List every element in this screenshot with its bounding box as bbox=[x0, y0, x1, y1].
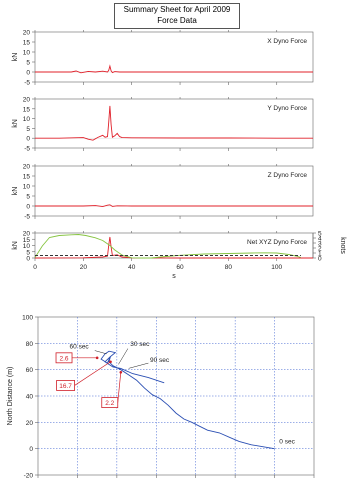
y-tick-label: 10 bbox=[22, 183, 30, 191]
track-plot bbox=[7, 315, 314, 480]
right-tick-label: 3 bbox=[318, 240, 322, 248]
y-tick-label: 20 bbox=[25, 419, 33, 427]
y-tick-label: 10 bbox=[22, 116, 30, 124]
y-tick-label: 0 bbox=[26, 203, 30, 211]
y-tick-label: 0 bbox=[26, 255, 30, 263]
annotation-60-sec: 60 sec bbox=[69, 343, 89, 351]
right-tick-label: 1 bbox=[318, 250, 322, 258]
summary-title: Summary Sheet for April 2009 bbox=[123, 5, 231, 14]
y-tick-label: 20 bbox=[22, 96, 30, 104]
y-tick-label: 10 bbox=[22, 243, 30, 250]
force-panel-net bbox=[12, 231, 346, 281]
y-tick-label: 20 bbox=[22, 230, 30, 238]
annotation-90-sec: 90 sec bbox=[149, 356, 170, 364]
y-axis-label: kN bbox=[12, 186, 19, 196]
y-tick-label: 5 bbox=[26, 59, 30, 67]
y-tick-label: 100 bbox=[22, 314, 33, 322]
x-tick-label: 40 bbox=[128, 264, 136, 271]
x-tick-label: 60 bbox=[176, 264, 184, 271]
y-tick-label: 15 bbox=[22, 106, 30, 114]
y-tick-label: -5 bbox=[24, 145, 30, 153]
right-tick-label: 0 bbox=[318, 255, 322, 263]
y-tick-label: 20 bbox=[22, 163, 30, 171]
panel-label: X Dyno Force bbox=[267, 38, 307, 45]
annotation-30-sec: 30 sec bbox=[130, 340, 150, 348]
x-axis-label: s bbox=[172, 273, 176, 280]
y-axis-label: kN bbox=[12, 241, 19, 250]
summary-subtitle: Force Data bbox=[157, 16, 197, 25]
y-axis-label: kN bbox=[12, 119, 19, 128]
y-tick-label: -5 bbox=[24, 213, 30, 221]
y-tick-label: 5 bbox=[26, 249, 30, 257]
x-tick-label: 100 bbox=[271, 264, 283, 271]
y-tick-label: 15 bbox=[22, 39, 30, 47]
y-tick-label: 10 bbox=[22, 49, 30, 57]
right-tick-label: 2 bbox=[318, 245, 322, 253]
value-2-2-arrow-head bbox=[120, 371, 123, 374]
track-panel bbox=[7, 315, 314, 480]
y-tick-label: 80 bbox=[25, 340, 33, 348]
y-tick-label: 5 bbox=[26, 193, 30, 201]
value-16-7-label: 16.7 bbox=[59, 382, 72, 390]
right-tick-label: 4 bbox=[318, 235, 322, 243]
annotation-0-sec: 0 sec bbox=[279, 438, 295, 446]
panel-label: Z Dyno Force bbox=[267, 172, 307, 179]
value-16-7-arrow-head bbox=[109, 360, 112, 363]
y-tick-label: 15 bbox=[22, 236, 30, 244]
x-tick-label: 0 bbox=[33, 264, 37, 271]
panel-label: Net XYZ Dyno Force bbox=[247, 239, 307, 246]
y-tick-label: 15 bbox=[22, 173, 30, 181]
value-2-6-arrow-head bbox=[96, 357, 99, 360]
right-axis-label: knots bbox=[339, 237, 346, 254]
force-panel-z bbox=[12, 164, 313, 221]
y-tick-label: 60 bbox=[25, 367, 33, 375]
y-tick-label: 40 bbox=[25, 393, 33, 401]
y-axis-label: kN bbox=[12, 52, 19, 62]
y-tick-label: -5 bbox=[24, 79, 30, 87]
y-tick-label: 20 bbox=[22, 29, 30, 37]
y-tick-label: 0 bbox=[29, 446, 33, 454]
force-panel-y bbox=[12, 97, 313, 153]
y-tick-label: 0 bbox=[26, 69, 30, 77]
value-2-6-label: 2.6 bbox=[59, 355, 69, 363]
y-tick-label: -20 bbox=[23, 472, 33, 480]
value-2-2-label: 2.2 bbox=[105, 400, 115, 408]
y-axis-label: North Distance (m) bbox=[7, 366, 14, 426]
right-tick-label: 5 bbox=[318, 230, 322, 238]
force-panels bbox=[12, 30, 346, 281]
force-panel-x bbox=[12, 30, 313, 87]
panel-label: Y Dyno Force bbox=[267, 105, 307, 112]
y-tick-label: 5 bbox=[26, 125, 30, 133]
x-tick-label: 20 bbox=[79, 264, 87, 271]
y-tick-label: 0 bbox=[26, 135, 30, 143]
x-tick-label: 80 bbox=[224, 264, 233, 271]
